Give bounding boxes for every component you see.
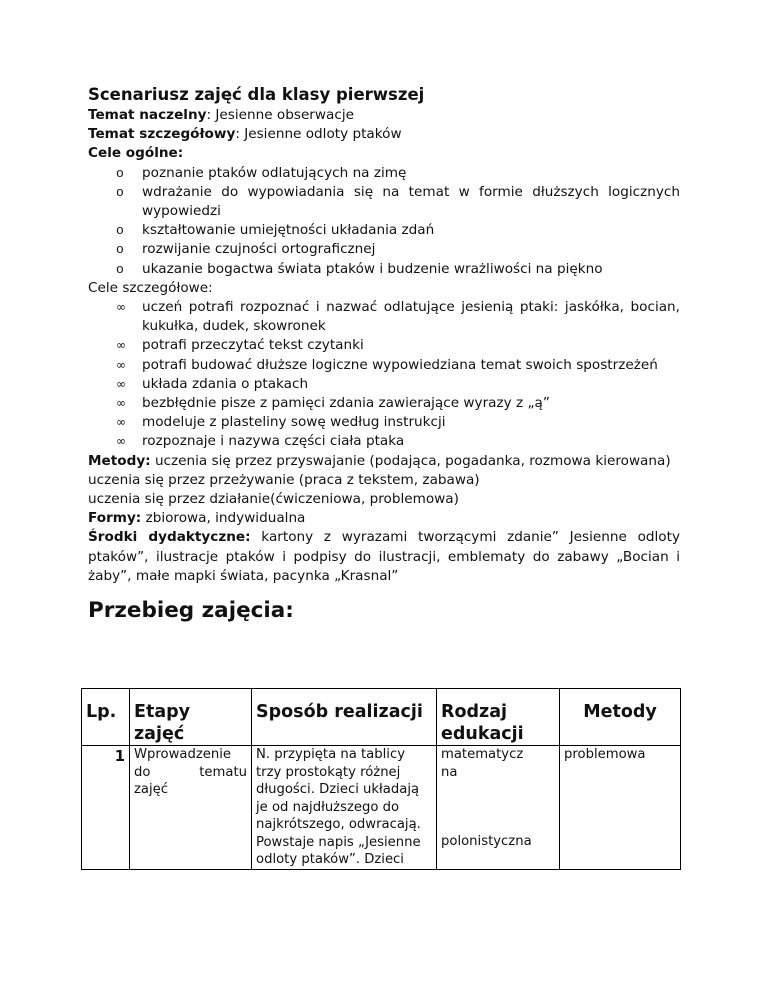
detailed-goals-list [88, 298, 680, 452]
row-stage [130, 746, 252, 870]
row-number: 1 [82, 746, 130, 870]
general-goals-label: Cele ogólne: [88, 145, 184, 162]
row-edu-1a: matematycz [441, 747, 524, 762]
list-item: o rozwijanie czujności ortograficznej [142, 240, 680, 259]
header-realization: Sposób realizacji [252, 689, 437, 746]
list-item: ∞ bezbłędnie pisze z pamięci zdania zawierające wyrazy z „ą” [142, 394, 680, 413]
row-education-type [437, 746, 560, 870]
lesson-plan-table [81, 688, 681, 870]
list-item: o poznanie ptaków odlatujących na zimę [142, 164, 680, 183]
header-methods: Metody [560, 689, 681, 746]
row-realization: N. przypięta na tablicy trzy prostokąty różnej długości. Dzieci układają je od najdłuższego do najkrótszego, odwracają. Powstaje napis „Jesienne odloty ptaków”. Dzieci [252, 746, 437, 870]
document-title: Scenariusz zajęć dla klasy pierwszej [88, 85, 425, 104]
methods-paragraph [88, 452, 680, 471]
header-lp: Lp. [82, 689, 130, 746]
aids-paragraph [88, 528, 680, 586]
topic-detailed [88, 125, 680, 144]
topic-general [88, 106, 680, 125]
methods-line-2: uczenia się przez przeżywanie (praca z tekstem, zabawa) [88, 471, 480, 488]
header-type-line-1: Rodzaj [441, 702, 508, 722]
list-item: o kształtowanie umiejętności układania zdań [142, 221, 680, 240]
methods-label: Metody: [88, 452, 151, 469]
list-item: ∞ układa zdania o ptakach [142, 375, 680, 394]
list-item: o ukazanie bogactwa świata ptaków i budzenie wrażliwości na piękno [142, 260, 680, 279]
header-stages-line-1: Etapy [134, 702, 191, 722]
section-heading: Przebieg zajęcia: [88, 598, 294, 624]
list-item: ∞ rozpoznaje i nazywa części ciała ptaka [142, 432, 680, 451]
list-item: ∞ modeluje z plasteliny sowę według instrukcji [142, 413, 680, 432]
document-body [88, 84, 680, 625]
row-stage-text: Wprowadzenie do tematu [134, 747, 247, 780]
methods-line-3: uczenia się przez działanie(ćwiczeniowa, problemowa) [88, 491, 459, 508]
topic-detailed-label: Temat szczegółowy [88, 126, 236, 143]
forms-label: Formy: [88, 510, 142, 527]
list-item: ∞ potrafi budować dłuższe logiczne wypowiedziana temat swoich spostrzeżeń [142, 356, 680, 375]
general-goals-list [88, 164, 680, 279]
header-type-line-2: edukacji [441, 724, 524, 744]
topic-general-label: Temat naczelny [88, 107, 207, 123]
detailed-goals-label: Cele szczegółowe: [88, 279, 213, 296]
forms-paragraph [88, 509, 680, 528]
forms-value: zbiorowa, indywidualna [141, 510, 306, 527]
header-stages-line-2: zajęć [134, 724, 185, 744]
row-stage-text-2: zajęć [134, 782, 169, 797]
list-item: ∞ potrafi przeczytać tekst czytanki [142, 336, 680, 355]
list-item: o wdrażanie do wypowiadania się na temat w formie dłuższych logicznych wypowiedzi [142, 183, 680, 221]
aids-value: kartony z wyrazami tworzącymi zdanie” Jesienne odloty ptaków”, ilustracje ptaków i podpisy do ilustracji, emblematy do zabawy „Bocian i żaby”, małe mapki świata, pacynka „Krasnal” [88, 529, 680, 584]
row-edu-2: polonistyczna [441, 834, 532, 849]
row-method: problemowa [560, 746, 681, 870]
row-edu-1b: na [441, 764, 458, 780]
methods-value: uczenia się przez przyswajanie (podająca, pogadanka, rozmowa kierowana) [150, 452, 671, 469]
aids-label: Środki dydaktyczne: [88, 529, 251, 546]
table-header-row [82, 689, 681, 746]
header-education-type [437, 689, 560, 746]
header-stages [130, 689, 252, 746]
table-row [82, 746, 681, 870]
topic-general-value: : Jesienne obserwacje [206, 107, 354, 123]
list-item: ∞ uczeń potrafi rozpoznać i nazwać odlatujące jesienią ptaki: jaskółka, bocian, kukułka, dudek, skowronek [142, 298, 680, 336]
topic-detailed-value: : Jesienne odloty ptaków [235, 126, 402, 143]
